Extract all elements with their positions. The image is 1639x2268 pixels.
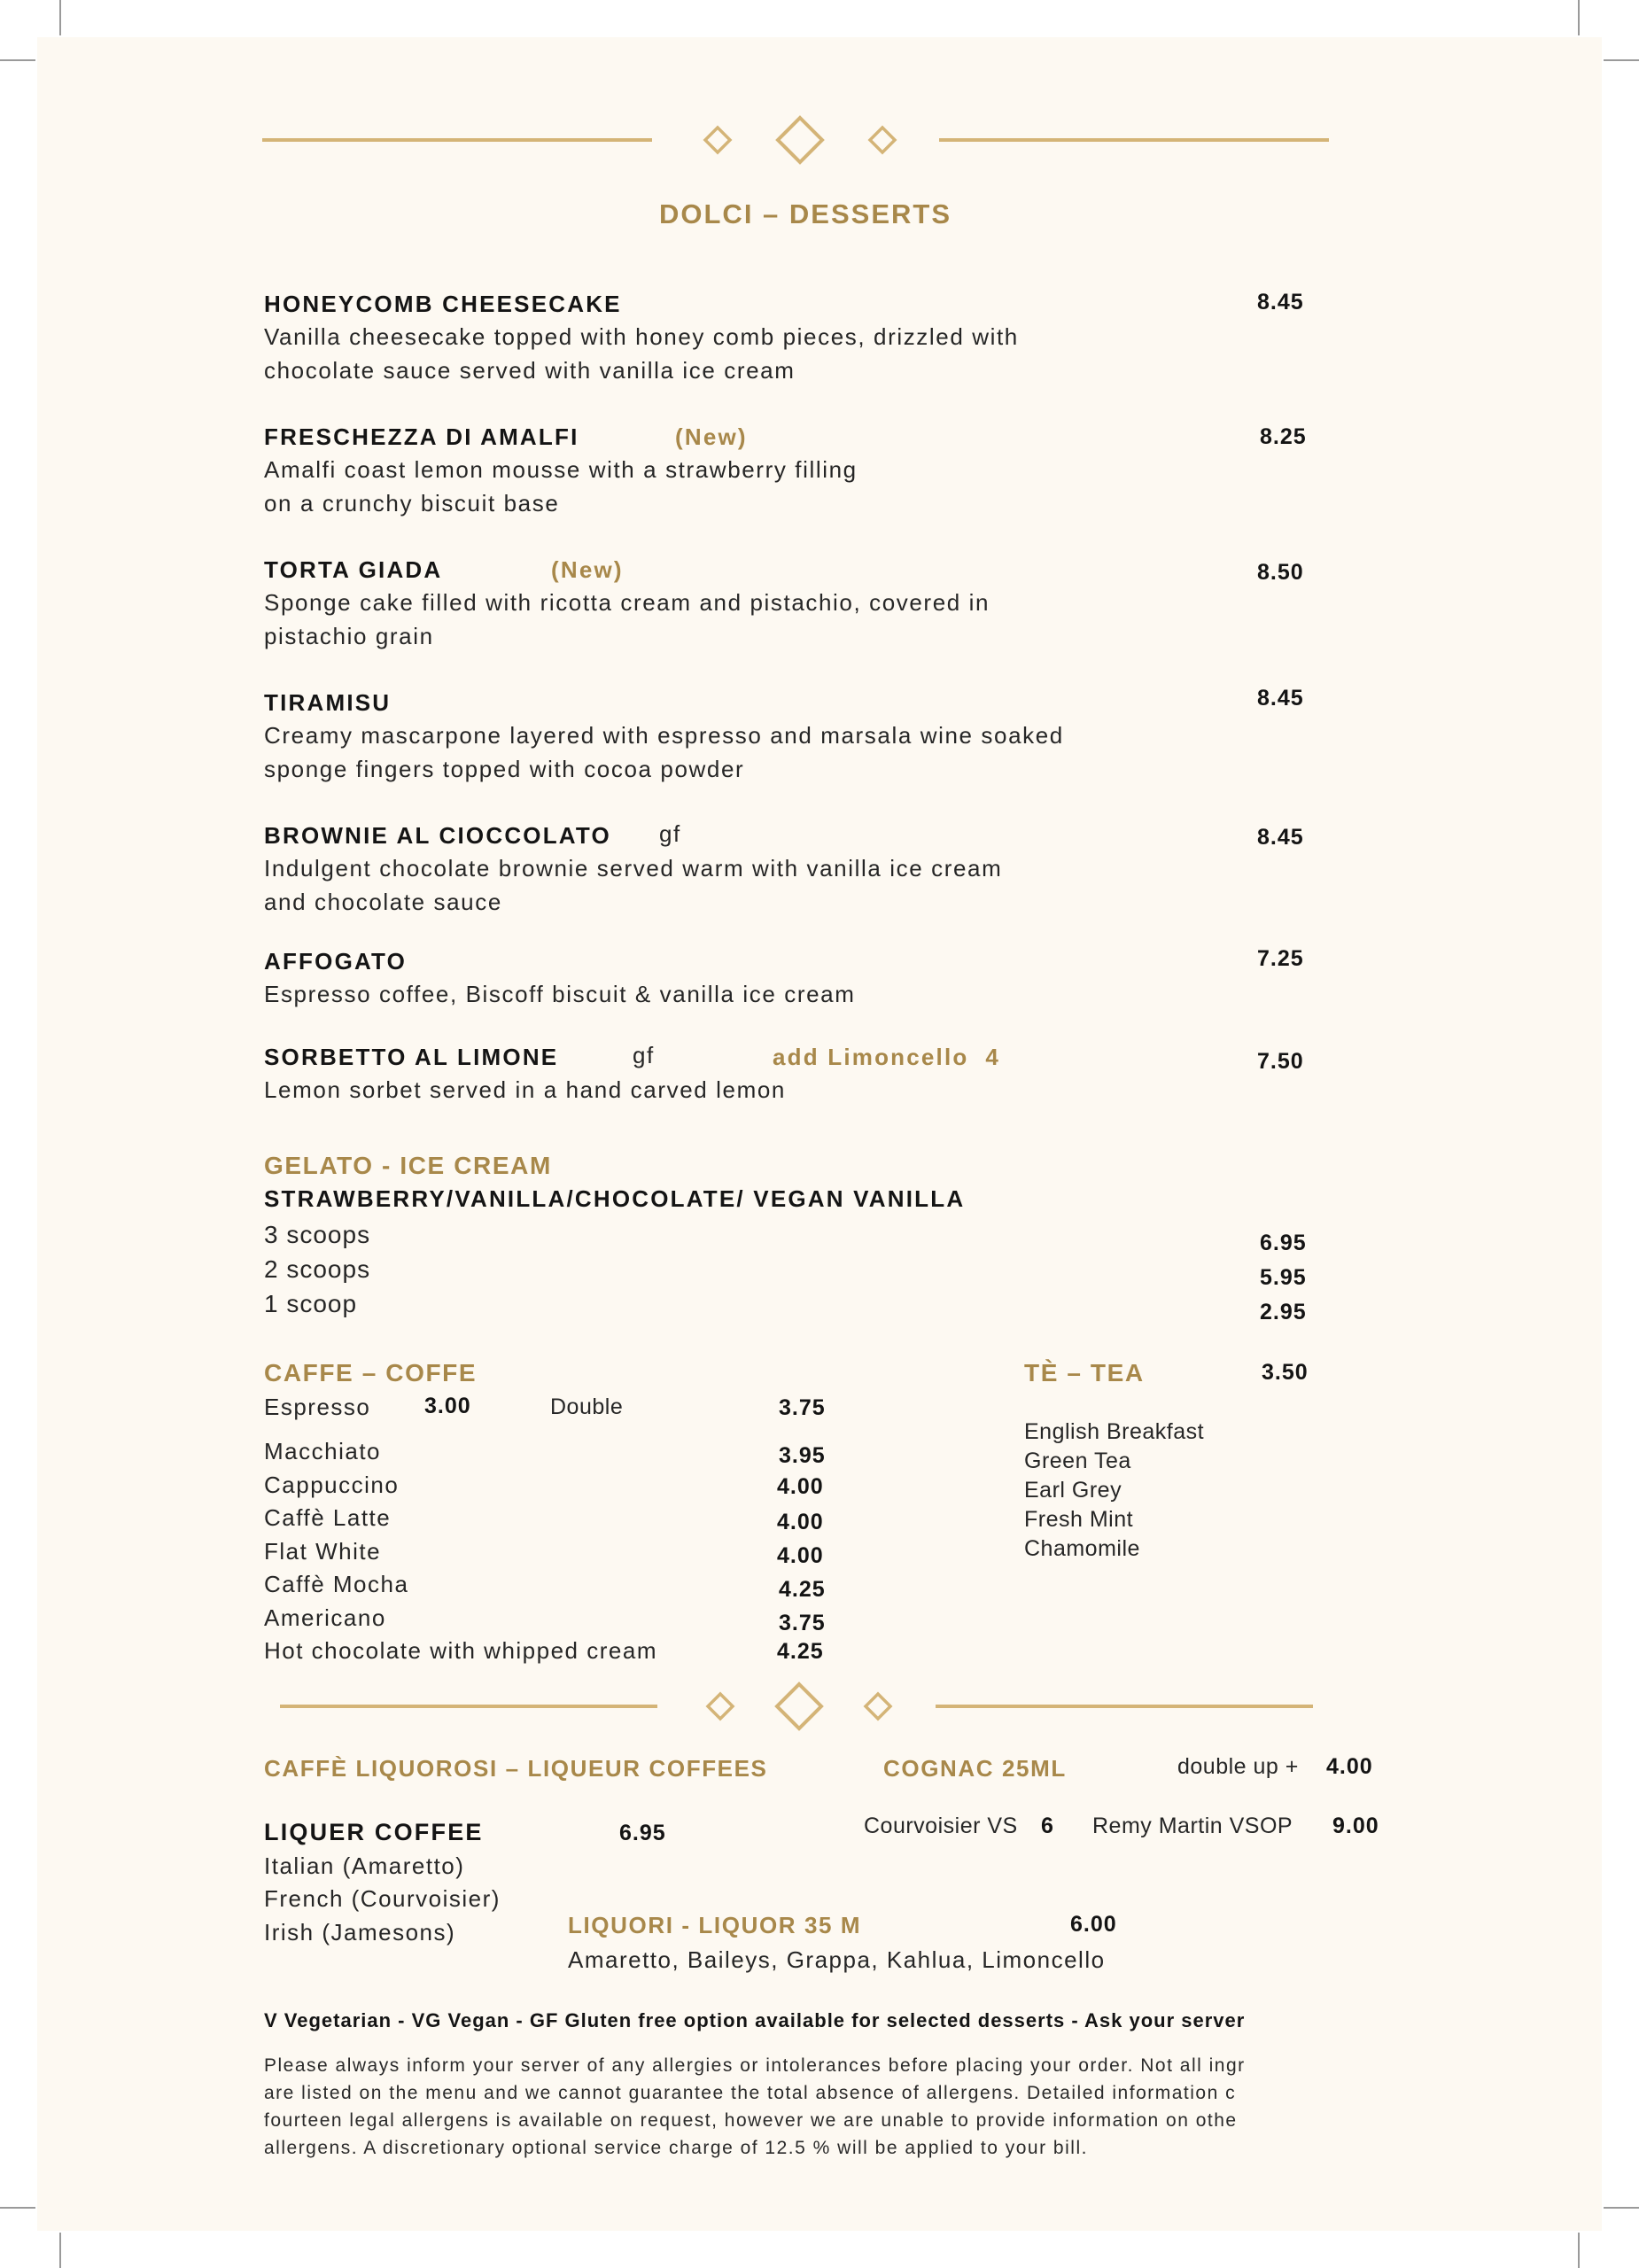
coffee-price: 3.00 <box>424 1394 471 1418</box>
dessert-price: 8.25 <box>1260 424 1307 449</box>
middle-divider <box>275 1678 1320 1740</box>
cognac-double-price: 4.00 <box>1326 1754 1373 1779</box>
coffee-heading: CAFFE – COFFE <box>264 1359 478 1386</box>
crop-mark <box>1578 0 1580 35</box>
dessert-desc: Lemon sorbet served in a hand carved lemon <box>264 1076 786 1103</box>
dessert-desc: and chocolate sauce <box>264 889 502 915</box>
dessert-name: BROWNIE AL CIOCCOLATO <box>264 822 611 849</box>
new-badge: (New) <box>675 423 748 450</box>
dessert-price: 8.45 <box>1257 290 1304 315</box>
tea-item: Fresh Mint <box>1024 1507 1134 1532</box>
allergy-line: are listed on the menu and we cannot guarantee the total absence of allergens. Detailed information c <box>264 2083 1237 2103</box>
tea-item: Green Tea <box>1024 1449 1131 1473</box>
liquori-heading: LIQUORI - LIQUOR 35 M <box>568 1912 862 1938</box>
top-divider <box>257 111 1338 173</box>
dessert-desc: Indulgent chocolate brownie served warm with vanilla ice cream <box>264 855 1003 882</box>
coffee-item: Cappuccino <box>264 1472 400 1498</box>
dessert-price: 8.45 <box>1257 686 1304 711</box>
dessert-price: 8.50 <box>1257 560 1304 585</box>
liquer-coffee-price: 6.95 <box>619 1821 666 1845</box>
liquer-coffee-item: Italian (Amaretto) <box>264 1852 465 1879</box>
diamond-icon <box>870 128 895 152</box>
dessert-desc: sponge fingers topped with cocoa powder <box>264 756 745 782</box>
coffee-item: Espresso <box>264 1394 371 1420</box>
dessert-name: TIRAMISU <box>264 689 392 716</box>
tea-item: Earl Grey <box>1024 1478 1122 1503</box>
liqueur-coffees-heading: CAFFÈ LIQUOROSI – LIQUEUR COFFEES <box>264 1755 768 1782</box>
cognac-price: 6 <box>1041 1814 1054 1838</box>
tea-price: 3.50 <box>1262 1360 1309 1385</box>
gluten-free-tag: gf <box>659 820 681 847</box>
diamond-icon <box>705 128 730 152</box>
coffee-item: Hot chocolate with whipped cream <box>264 1637 657 1664</box>
crop-mark <box>0 2207 35 2209</box>
liquer-coffee-item: Irish (Jamesons) <box>264 1919 456 1946</box>
gelato-price: 5.95 <box>1260 1265 1307 1290</box>
coffee-price: 3.75 <box>779 1395 826 1420</box>
cognac-item: Remy Martin VSOP <box>1092 1814 1293 1838</box>
gelato-option: 3 scoops <box>264 1221 371 1248</box>
dessert-name: SORBETTO AL LIMONE <box>264 1044 559 1070</box>
crop-mark <box>59 0 61 35</box>
dessert-desc: on a crunchy biscuit base <box>264 490 560 517</box>
gelato-option: 1 scoop <box>264 1290 358 1317</box>
liquer-coffee-item: French (Courvoisier) <box>264 1885 501 1912</box>
gelato-option: 2 scoops <box>264 1255 371 1283</box>
coffee-item: Macchiato <box>264 1438 381 1464</box>
dessert-price: 7.25 <box>1257 946 1304 971</box>
dessert-desc: Espresso coffee, Biscoff biscuit & vanilla ice cream <box>264 981 856 1007</box>
crop-mark <box>1604 59 1639 61</box>
dessert-desc: pistachio grain <box>264 623 434 649</box>
add-limoncello-note: add Limoncello 4 <box>773 1044 1000 1070</box>
coffee-item: Caffè Mocha <box>264 1571 409 1597</box>
dietary-note: V Vegetarian - VG Vegan - GF Gluten free option available for selected desserts - Ask your server <box>264 2009 1246 2031</box>
dessert-desc: Creamy mascarpone layered with espresso and marsala wine soaked <box>264 722 1064 749</box>
gelato-price: 6.95 <box>1260 1231 1307 1255</box>
gelato-heading: GELATO - ICE CREAM <box>264 1152 552 1179</box>
diamond-icon <box>777 1684 821 1728</box>
diamond-icon <box>866 1694 890 1719</box>
cognac-heading: COGNAC 25ML <box>883 1755 1067 1782</box>
tea-item: English Breakfast <box>1024 1419 1205 1444</box>
coffee-item: Caffè Latte <box>264 1504 392 1531</box>
dessert-name: FRESCHEZZA DI AMALFI <box>264 423 579 450</box>
cognac-item: Courvoisier VS <box>864 1814 1018 1838</box>
crop-mark <box>1604 2207 1639 2209</box>
dessert-desc: chocolate sauce served with vanilla ice cream <box>264 357 796 384</box>
dessert-price: 7.50 <box>1257 1049 1304 1074</box>
coffee-item: Americano <box>264 1604 386 1631</box>
allergy-line: allergens. A discretionary optional service charge of 12.5 % will be applied to your bill. <box>264 2138 1088 2158</box>
allergy-line: fourteen legal allergens is available on request, however we are unable to provide information on othe <box>264 2110 1238 2131</box>
tea-heading: TÈ – TEA <box>1024 1359 1145 1386</box>
gluten-free-tag: gf <box>633 1042 655 1068</box>
coffee-price: 4.00 <box>777 1543 824 1568</box>
gelato-flavours: STRAWBERRY/VANILLA/CHOCOLATE/ VEGAN VANILLA <box>264 1185 966 1212</box>
gelato-price: 2.95 <box>1260 1300 1307 1324</box>
liquori-price: 6.00 <box>1070 1912 1117 1937</box>
page-title: DOLCI – DESSERTS <box>659 198 952 229</box>
liquer-coffee-name: LIQUER COFFEE <box>264 1819 484 1845</box>
crop-mark <box>1578 2233 1580 2268</box>
cognac-double-label: double up + <box>1177 1754 1299 1779</box>
cognac-price: 9.00 <box>1332 1814 1379 1838</box>
dessert-desc: Vanilla cheesecake topped with honey comb pieces, drizzled with <box>264 323 1019 350</box>
coffee-price: 4.00 <box>777 1474 824 1499</box>
coffee-item: Flat White <box>264 1538 382 1565</box>
diamond-icon <box>708 1694 733 1719</box>
tea-item: Chamomile <box>1024 1536 1140 1561</box>
coffee-price: 4.25 <box>779 1577 826 1602</box>
crop-mark <box>0 59 35 61</box>
coffee-price: 3.75 <box>779 1611 826 1635</box>
coffee-price: 3.95 <box>779 1443 826 1468</box>
dessert-desc: Sponge cake filled with ricotta cream and pistachio, covered in <box>264 589 990 616</box>
new-badge: (New) <box>551 556 624 583</box>
coffee-price: 4.00 <box>777 1510 824 1534</box>
coffee-price: 4.25 <box>777 1639 824 1664</box>
crop-mark <box>59 2233 61 2268</box>
dessert-name: AFFOGATO <box>264 948 408 975</box>
coffee-item: Double <box>550 1394 624 1419</box>
allergy-line: Please always inform your server of any allergies or intolerances before placing your order. Not all ingr <box>264 2055 1246 2076</box>
liquori-items: Amaretto, Baileys, Grappa, Kahlua, Limoncello <box>568 1946 1106 1973</box>
diamond-icon <box>778 118 822 162</box>
dessert-name: HONEYCOMB CHEESECAKE <box>264 291 622 317</box>
dessert-price: 8.45 <box>1257 825 1304 850</box>
dessert-name: TORTA GIADA <box>264 556 443 583</box>
dessert-desc: Amalfi coast lemon mousse with a strawberry filling <box>264 456 858 483</box>
